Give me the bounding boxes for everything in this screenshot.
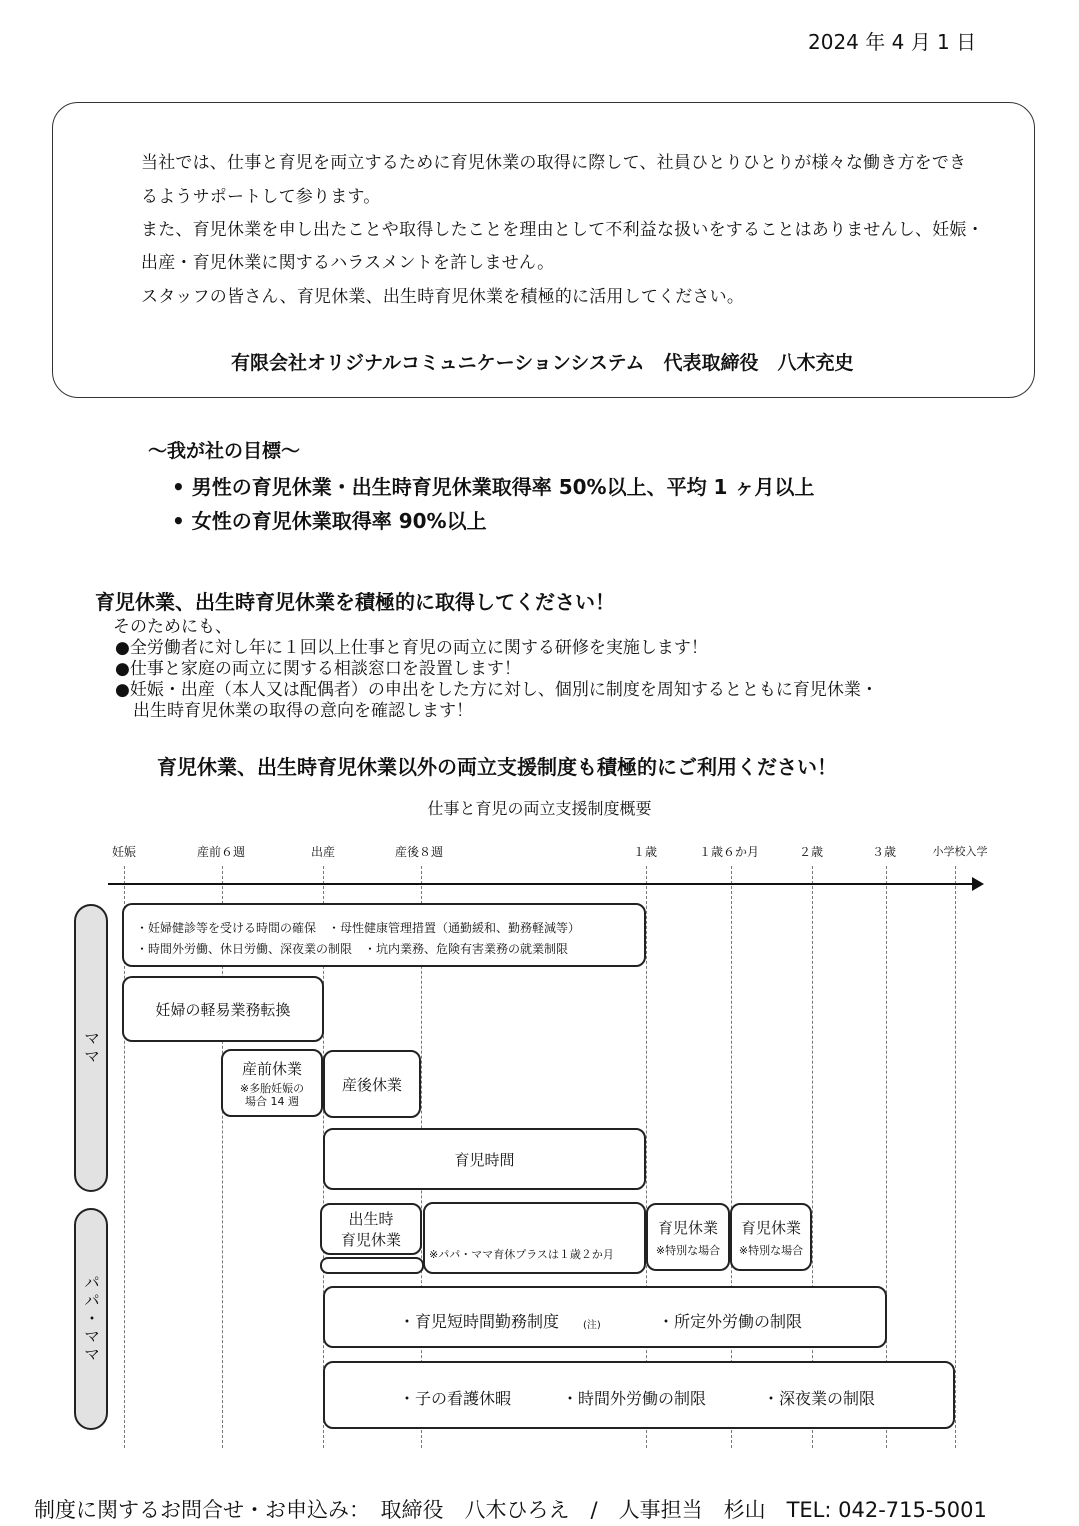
message-line: 当社では、仕事と育児を両立するために育児休業の取得に際して、社員ひとりひとりが様々な働き方をでき	[141, 153, 967, 173]
health-line: ・時間外労働、休日労働、深夜業の制限 ・坑内業務、危険有害業務の就業制限	[136, 942, 569, 956]
contact-footer: 制度に関するお問合せ・お申込み： 取締役 八木ひろえ / 人事担当 杉山 TEL: 042-715-5001	[34, 1498, 987, 1522]
tick-label: 小学校入学	[932, 845, 988, 858]
prenatal-leave-box: 産前休業 ※多胎妊娠の 場合 14 週	[221, 1049, 323, 1117]
encourage-intro: そのためにも、	[113, 617, 232, 637]
nursing-time-box: 育児時間	[323, 1128, 646, 1190]
tick-label: ３歳	[871, 845, 897, 859]
tick-label: 産前６週	[196, 845, 246, 859]
message-box	[52, 102, 1035, 398]
birth-leave-box: 出生時 育児休業	[320, 1203, 422, 1255]
support-heading: 育児休業、出生時育児休業以外の両立支援制度も積極的にご利用ください！	[157, 755, 837, 779]
tick-label: 出産	[310, 845, 336, 859]
message-line: また、育児休業を申し出たことや取得したことを理由として不利益な扱いをすることはありませんし、妊娠・	[141, 220, 984, 240]
tick-label: １歳	[632, 845, 658, 859]
birth-leave-tail	[320, 1257, 424, 1274]
goal-item: • 女性の育児休業取得率 90%以上	[172, 509, 487, 533]
papa-mama-label: パパ・ママ	[74, 1208, 108, 1430]
encourage-heading: 育児休業、出生時育児休業を積極的に取得してください！	[95, 590, 615, 614]
document-date: 2024 年 4 月 1 日	[808, 30, 977, 54]
leave-extension-box: 育児休業 ※特別な場合	[646, 1203, 730, 1271]
short-hours-box: ・育児短時間勤務制度 (注) ・所定外労働の制限	[323, 1286, 887, 1348]
signature: 有限会社オリジナルコミュニケーションシステム 代表取締役 八木充史	[231, 352, 854, 374]
message-line: スタッフの皆さん、育児休業、出生時育児休業を積極的に活用してください。	[141, 287, 745, 307]
message-line: るようサポートして参ります。	[141, 187, 381, 207]
tick-label: １歳６か月	[698, 845, 760, 859]
goal-item: • 男性の育児休業・出生時育児休業取得率 50%以上、平均 1 ヶ月以上	[172, 475, 815, 499]
tick-label: 妊娠	[111, 845, 137, 859]
leave-extension-box: 育児休業 ※特別な場合	[730, 1203, 812, 1271]
tick-label: ２歳	[798, 845, 824, 859]
timeline-axis	[108, 883, 976, 885]
encourage-bullet: ●仕事と家庭の両立に関する相談窓口を設置します！	[115, 659, 521, 679]
guide-line	[955, 866, 956, 1448]
encourage-bullet-continued: 出生時育児休業の取得の意向を確認します！	[133, 701, 473, 721]
mama-label: ママ	[74, 904, 108, 1192]
timeline-title: 仕事と育児の両立支援制度概要	[427, 799, 652, 818]
tick-label: 産後８週	[394, 845, 444, 859]
childcare-leave-box: ※パパ・ママ育休プラスは１歳２か月	[423, 1202, 646, 1274]
health-line: ・妊婦健診等を受ける時間の確保 ・母性健康管理措置（通勤緩和、勤務軽減等）	[136, 921, 581, 935]
child-care-measures-box: ・子の看護休暇 ・時間外労働の制限 ・深夜業の制限	[323, 1361, 955, 1429]
encourage-bullet: ●妊娠・出産（本人又は配偶者）の申出をした方に対し、個別に制度を周知するとともに育児休業・	[115, 680, 878, 700]
light-work-box: 妊婦の軽易業務転換	[122, 976, 324, 1042]
encourage-bullet: ●全労働者に対し年に１回以上仕事と育児の両立に関する研修を実施します！	[115, 638, 708, 658]
goals-title: ～我が社の目標～	[148, 440, 301, 462]
health-measures-box	[122, 903, 646, 967]
message-line: 出産・育児休業に関するハラスメントを許しません。	[141, 253, 555, 273]
postnatal-leave-box: 産後休業	[323, 1050, 421, 1118]
arrow-right-icon	[972, 877, 984, 891]
